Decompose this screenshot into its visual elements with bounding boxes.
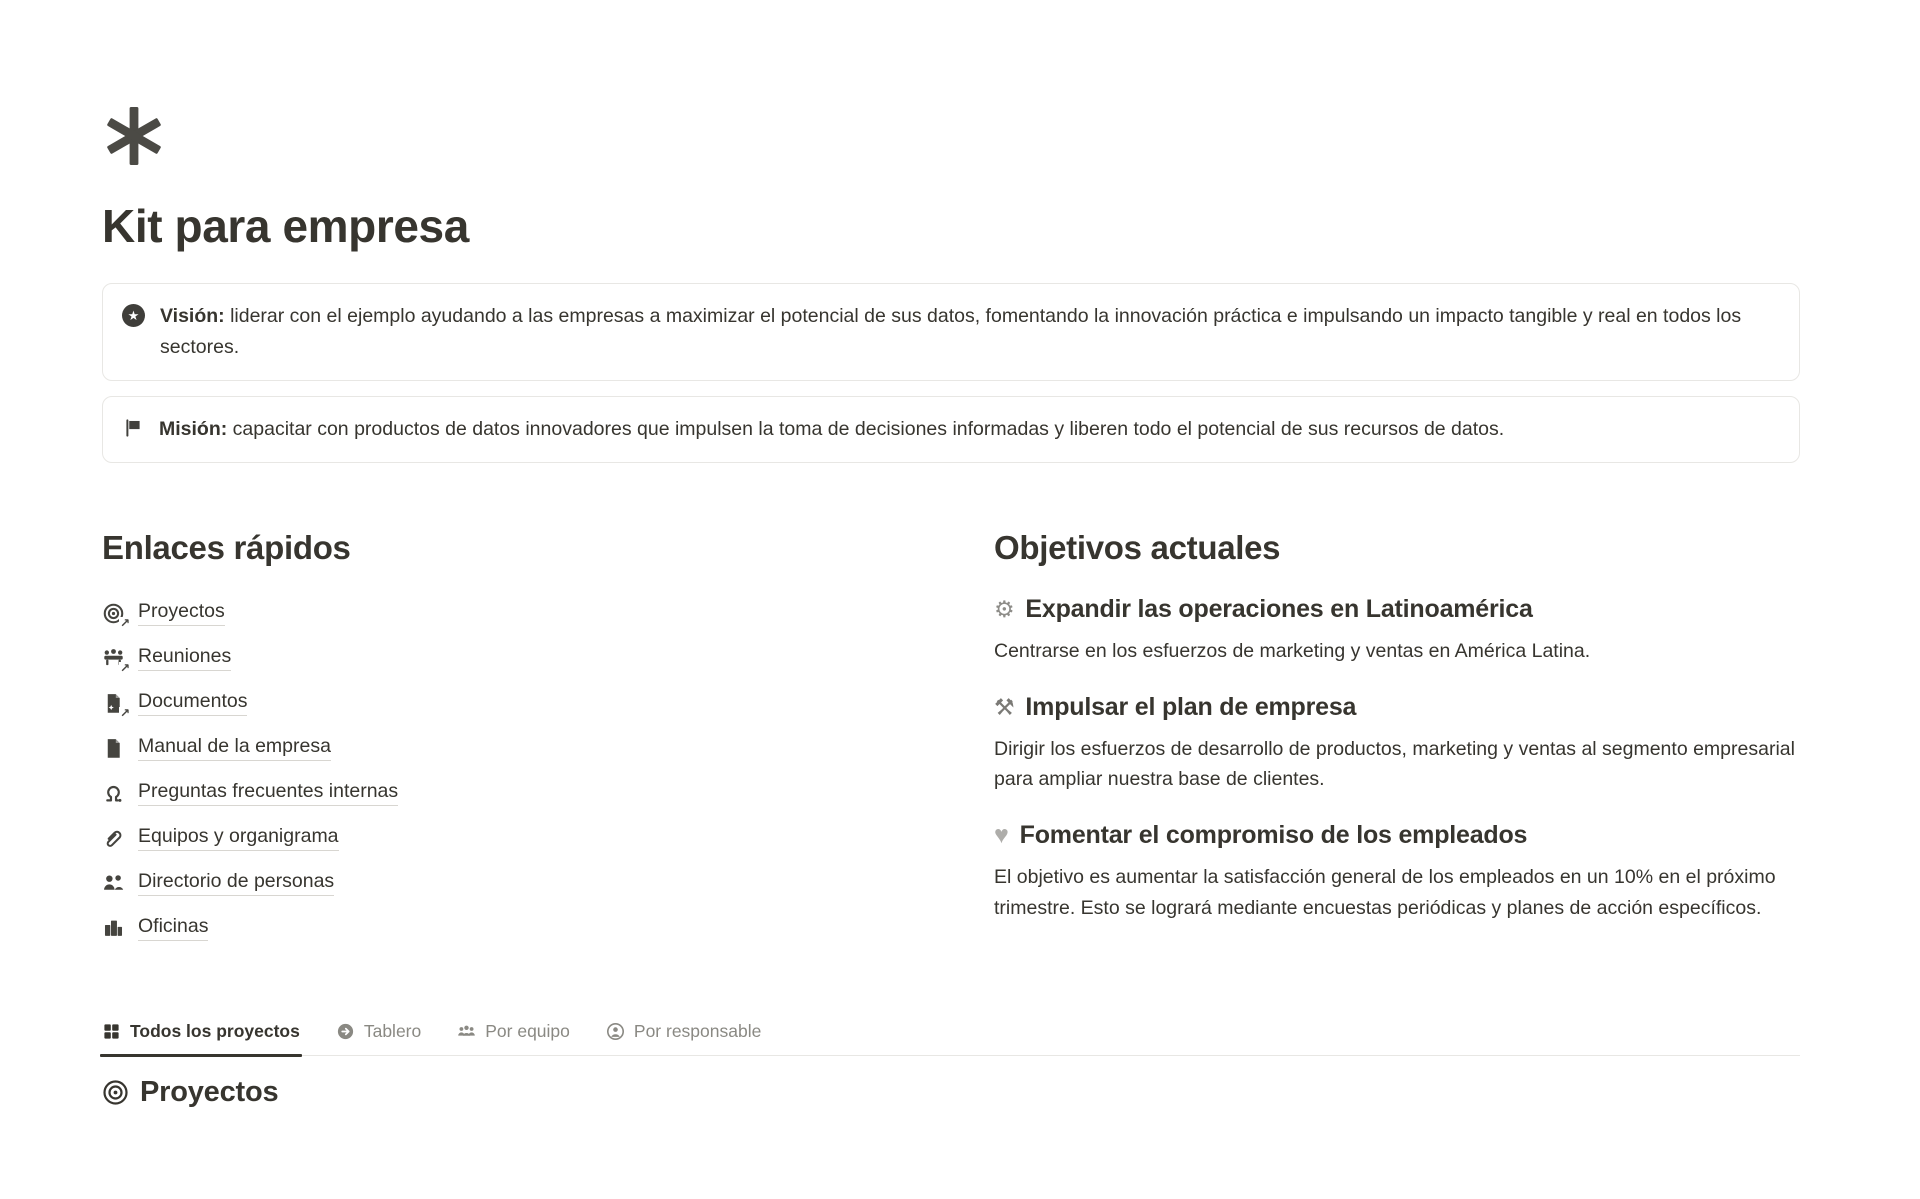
external-arrow-icon: ↗ [119,660,130,675]
circle-arrow-icon [336,1022,355,1041]
list-item [102,816,994,861]
objective-item [994,693,1800,796]
page [0,104,1920,1109]
vision-label: Visión: [160,304,225,327]
objective-description: Dirigir los esfuerzos de desarrollo de productos, marketing y ventas al segmento empresarial para ampliar nuestra base de clientes. [994,737,1795,791]
mission-body: capacitar con productos de datos innovadores que impulsen la toma de decisiones informadas y liberen todo el potencial de sus recursos de datos. [232,418,1505,441]
document-add-link-icon [102,692,130,720]
link-reuniones[interactable]: Reuniones [138,645,231,671]
list-item [102,591,994,636]
tab-tablero[interactable] [336,1021,421,1055]
quick-links-column [102,527,994,950]
office-building-icon [102,917,125,940]
people-icon [457,1022,476,1041]
vision-body: liderar con el ejemplo ayudando a las empresas a maximizar el potencial de sus datos, fomentando la innovación práctica e impulsando un impacto tangible y real en todos los sectores. [160,304,1742,359]
link-preguntas-frecuentes[interactable]: Preguntas frecuentes internas [138,780,398,806]
tab-por-equipo[interactable] [457,1021,570,1055]
objective-item [994,595,1800,667]
list-item [102,771,994,816]
objectives-heading: Objetivos actuales [994,529,1281,567]
list-item [102,681,994,726]
people-icon [102,872,125,895]
list-item [102,861,994,906]
objective-title-text: Fomentar el compromiso de los empleados [1019,821,1528,850]
link-equipos-organigrama[interactable]: Equipos y organigrama [138,825,339,851]
external-arrow-icon: ↗ [119,705,130,720]
person-circle-icon [606,1022,625,1041]
tab-label: Todos los proyectos [130,1020,300,1041]
list-item [102,636,994,681]
objective-title [994,821,1800,850]
tab-label: Por responsable [633,1020,762,1041]
objective-title [994,595,1800,624]
link-documentos[interactable]: Documentos [138,690,247,716]
link-proyectos[interactable]: Proyectos [138,600,225,626]
objective-description: Centrarse en los esfuerzos de marketing y ventas en América Latina. [994,639,1591,662]
target-link-icon [102,602,130,630]
mission-callout[interactable] [102,396,1800,463]
tab-label: Por equipo [485,1020,570,1041]
objectives-column [994,527,1800,923]
link-directorio-personas[interactable]: Directorio de personas [138,870,334,896]
list-item [102,906,994,951]
target-icon [102,1079,129,1106]
heart-icon: ♥ [994,821,1009,850]
projects-heading-text: Proyectos [140,1075,279,1108]
view-tabs-bar [102,1021,1800,1056]
asterisk-icon[interactable] [102,104,166,168]
objective-item [994,821,1800,924]
objective-title-text: Impulsar el plan de empresa [1025,692,1357,721]
two-column-section [102,527,1800,950]
projects-section-heading [102,1076,1800,1109]
star-circle-icon: ★ [122,304,145,327]
link-oficinas[interactable]: Oficinas [138,915,208,941]
mission-text [159,414,1504,445]
grid-icon [102,1022,121,1041]
list-item [102,726,994,771]
tab-por-responsable[interactable] [606,1021,761,1055]
objective-description: El objetivo es aumentar la satisfacción general de los empleados en un 10% en el próximo trimestre. Esto se logrará mediante encuestas periódicas y planes de acción específicos. [994,866,1776,919]
paperclip-icon [102,827,125,850]
objective-title [994,693,1800,722]
flag-icon [122,417,144,439]
external-arrow-icon: ↗ [119,615,130,630]
tab-todos-los-proyectos[interactable] [102,1021,300,1055]
document-icon [102,737,125,760]
vision-callout[interactable] [102,283,1800,381]
meeting-link-icon [102,647,130,675]
page-title: Kit para empresa [102,200,469,252]
tools-icon: ⚒ [994,693,1015,720]
vision-text [160,301,1780,363]
link-manual-empresa[interactable]: Manual de la empresa [138,735,331,761]
tab-label: Tablero [363,1020,422,1041]
quick-links-heading: Enlaces rápidos [102,529,351,567]
mission-label: Misión: [159,418,228,441]
question-icon [102,782,125,805]
gear-icon: ⚙ [994,595,1015,622]
quick-links-list [102,591,994,951]
objective-title-text: Expandir las operaciones en Latinoamérica [1025,594,1533,623]
